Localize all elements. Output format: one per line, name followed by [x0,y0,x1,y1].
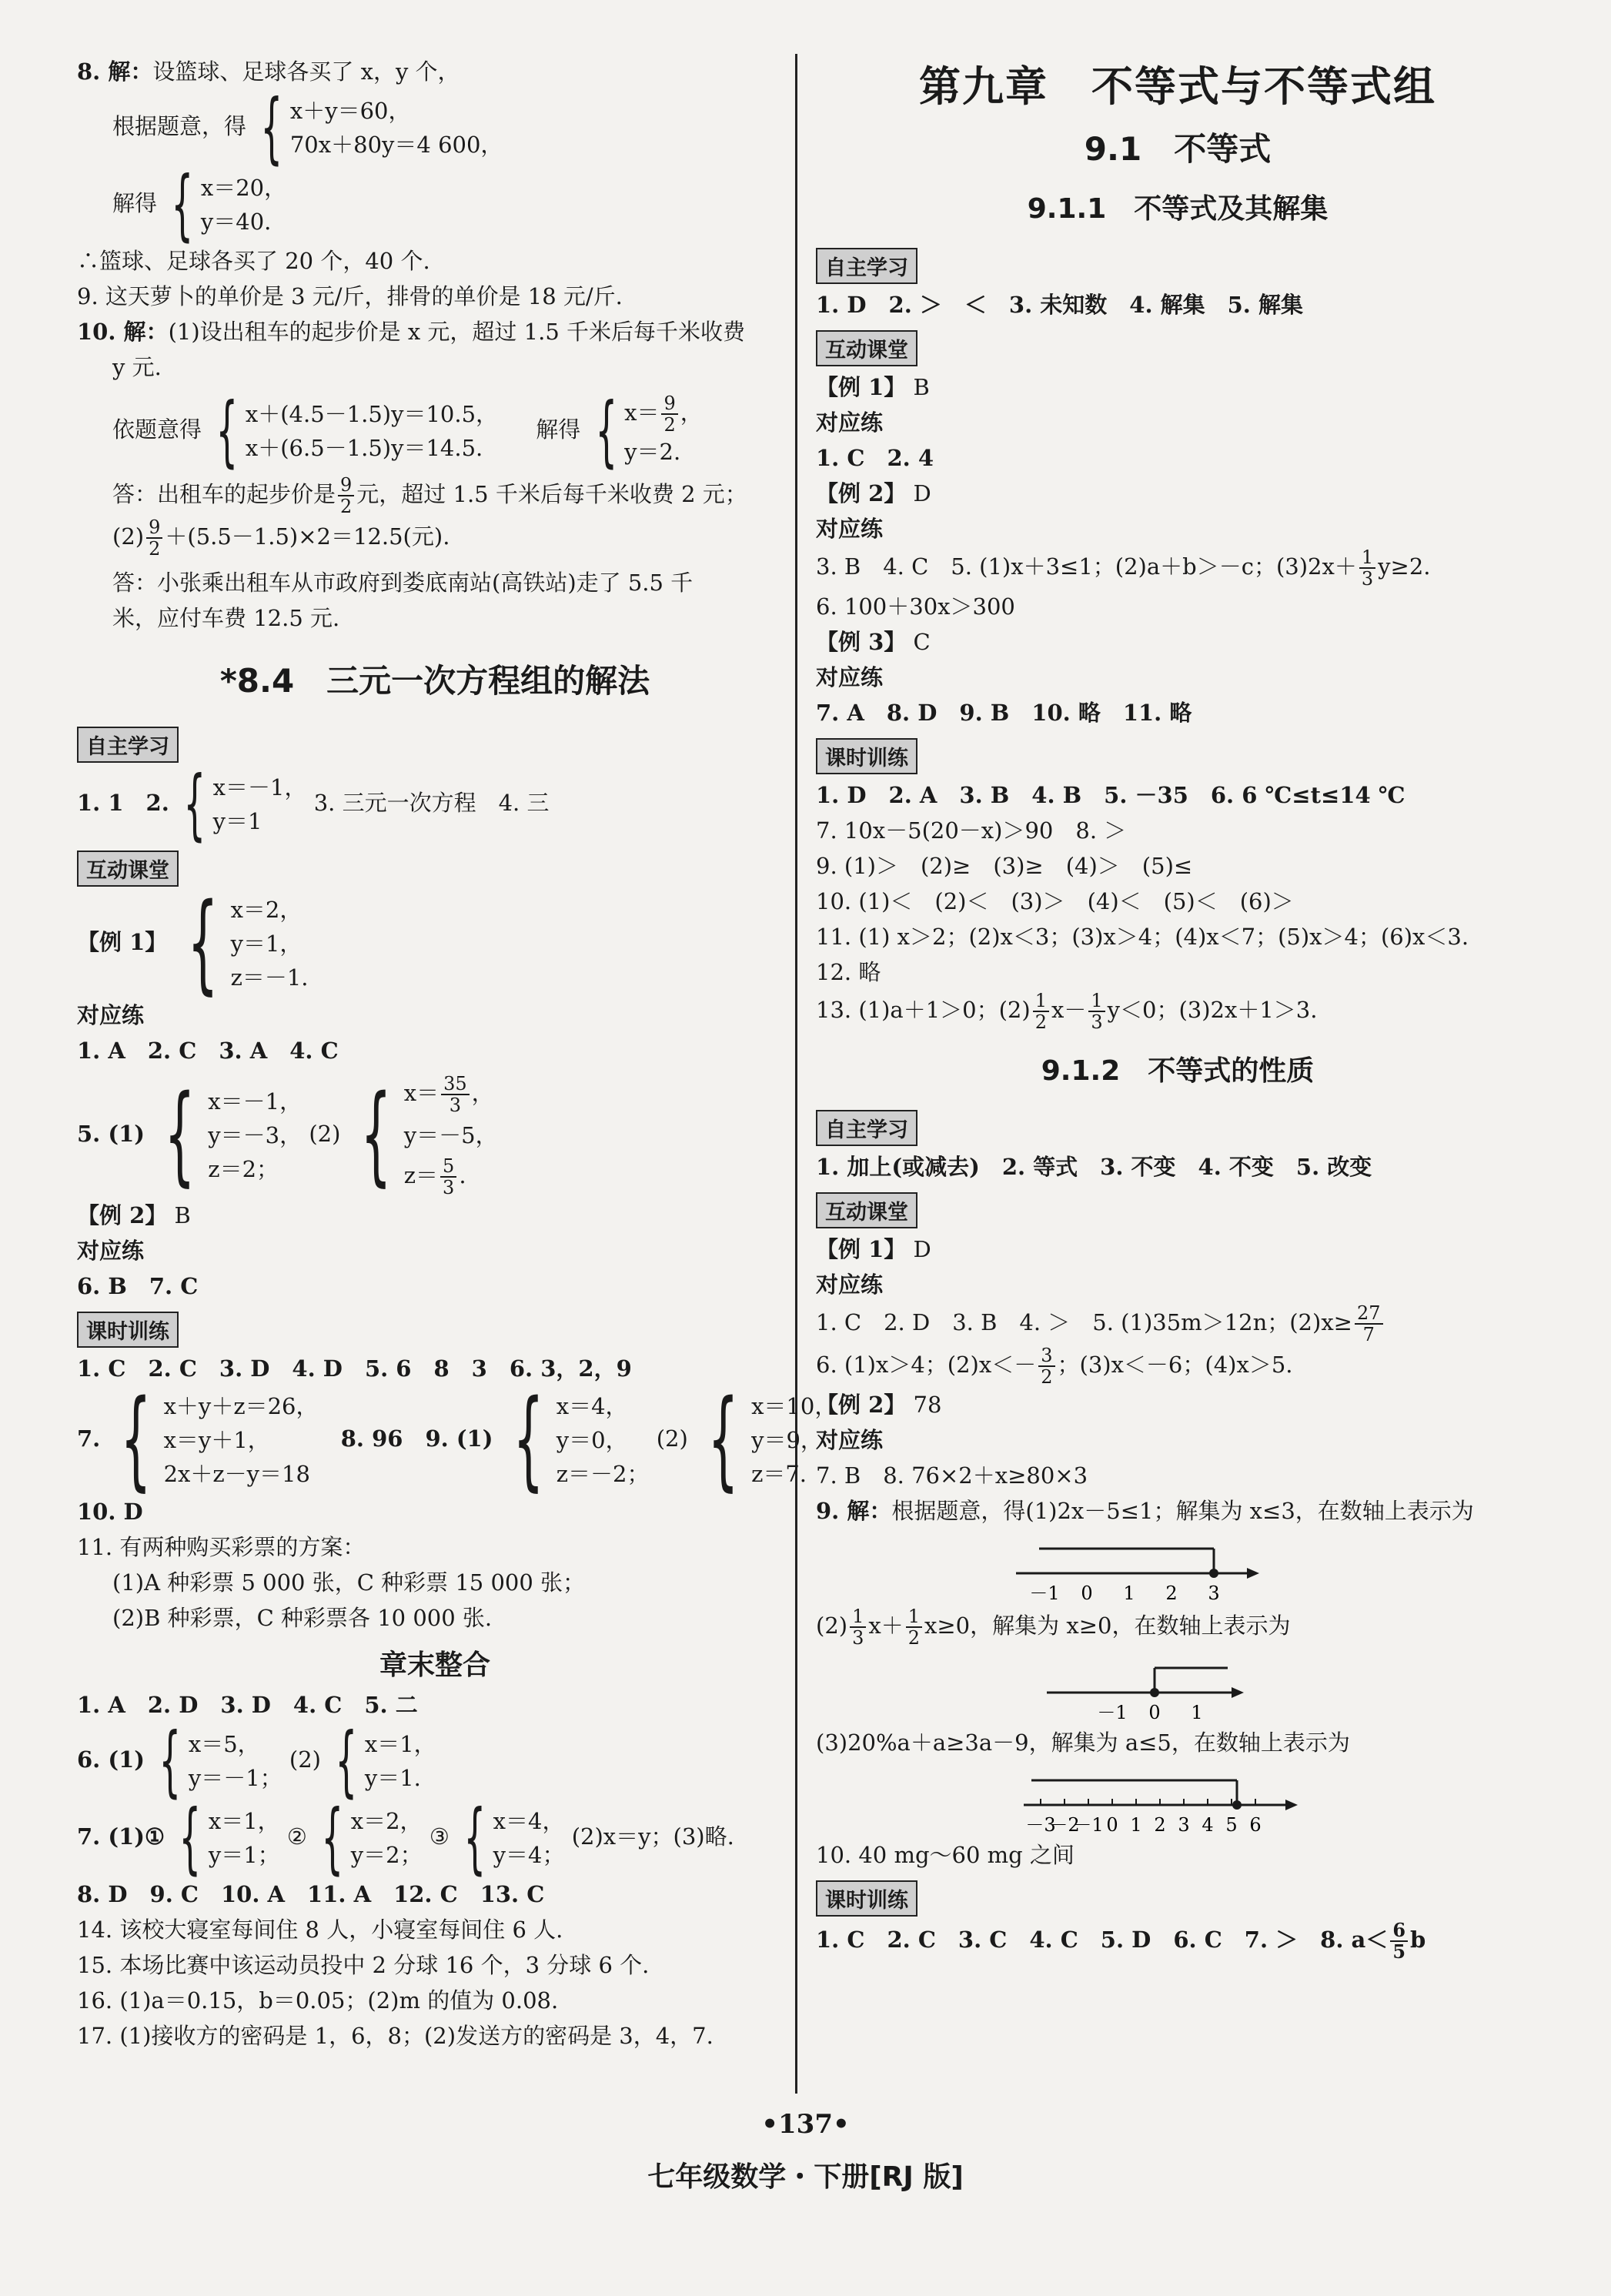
zm7-s1-y: y＝1； [208,1842,280,1868]
q8-given: 根据题意，得 [112,113,247,139]
zm6-s1-y: y＝－1； [188,1765,282,1791]
practice7-answers: 7. B 8. 76×2＋x≥80×3 [816,1462,1088,1489]
q8-label: 8. 解： [77,58,153,85]
ex2-answer: B [174,1202,191,1228]
zz-b: 3. 三元一次方程 4. 三 [313,790,550,816]
practice2-answers [816,546,1539,589]
brace-icon: { [164,1072,196,1198]
zm7-system3 [456,1793,565,1883]
closed-dot [1150,1688,1159,1697]
zm7-s3-x: x＝4， [493,1808,565,1834]
brace-icon: { [183,759,206,849]
training-line-7 [816,990,1539,1032]
q5-b: (2) [309,1121,341,1147]
training-line-2: 7. 10x－5(20－x)＞90 8. ＞ [816,817,1127,844]
q8-eq-2: 70x＋80y＝4 600， [289,132,503,158]
zm7-line [77,1793,793,1883]
q7-a: 7. [77,1425,101,1452]
q5-a: 5. (1) [77,1121,145,1147]
ex3-label: 【例 3】 [816,629,907,655]
tag-interactive: 互动课堂 [77,851,179,887]
q5-s1-x: x＝－1， [208,1088,302,1115]
zz-system [176,759,307,849]
zm6-s1-x: x＝5， [188,1731,260,1757]
arrow-icon [1247,1568,1259,1579]
q10-line [77,314,793,349]
denominator: 7 [1362,1324,1375,1345]
q10-sol-x: x＝ [624,399,660,426]
q10-sol-y: y＝2. [624,439,681,465]
practice-label: 对应练 [816,664,884,690]
q10-answer2a: 答：小张乘出租车从市政府到娄底南站(高铁站)走了 5.5 千 [112,570,694,596]
numerator: 3 [1038,1345,1055,1367]
q9-part3: (3)20%a＋a≥3a－9，解集为 a≤5，在数轴上表示为 [816,1730,1350,1756]
numerator: 1 [1359,547,1375,569]
zz-answers: 1. D 2. ＞ ＜ 3. 未知数 4. 解集 5. 解集 [816,292,1304,318]
number-line-2 [1047,1653,1247,1722]
ex2b-answer: 78 [913,1392,942,1418]
q10-answer1 [77,474,793,516]
zz-sys-x: x＝－1， [212,774,307,800]
denominator: 2 [149,538,161,560]
fraction [1038,1345,1055,1387]
zm6-system1 [152,1716,282,1806]
tag-self-study: 自主学习 [816,248,917,284]
q10-eq-2: x＋(6.5－1.5)y＝14.5. [245,435,483,461]
brace-icon: { [360,1072,392,1198]
denominator: 2 [907,1627,921,1649]
zm6-system2 [328,1716,436,1806]
tick-label: 6 [1249,1814,1262,1834]
zm7-s1-x: x＝1， [208,1808,280,1834]
closed-dot [1209,1569,1218,1578]
denominator: 3 [1361,568,1374,590]
ex2-line [77,1198,793,1233]
tick-labels [1029,1582,1219,1603]
training2-answers [816,1920,1539,1962]
denominator: 3 [852,1627,864,1649]
q8-text: 设篮球、足球各买了 x，y 个， [152,58,460,85]
tick-label: 3 [1208,1582,1220,1603]
fraction [338,475,354,516]
tick-label: －1 [1073,1814,1104,1834]
q9-2c: x≥0，解集为 x≥0，在数轴上表示为 [924,1613,1291,1639]
tick-label: 1 [1130,1814,1142,1834]
q8-equation-system [253,82,503,172]
practice-label: 对应练 [816,409,884,436]
q9-line [816,1493,1539,1529]
dy6-a: 6. (1)x＞4；(2)x＜－ [816,1352,1037,1378]
fraction [850,1606,866,1648]
denominator: 2 [340,496,353,517]
practice-label: 对应练 [77,1238,145,1264]
section-title-9-1-2: 9.1.2 不等式的性质 [1041,1055,1315,1087]
tag-self-study: 自主学习 [77,727,179,763]
summary16: 16. (1)a＝0.15，b＝0.05；(2)m 的值为 0.08. [77,1987,559,2014]
practice1-answers: 1. A 2. C 3. A 4. C [77,1038,339,1064]
zm6-line [77,1716,793,1806]
r-ex1 [816,369,1539,405]
tick-label: 1 [1191,1702,1203,1722]
q8-solution [77,159,793,249]
numerator: 27 [1355,1303,1383,1325]
section-title-9-1-1: 9.1.1 不等式及其解集 [1027,193,1329,225]
q9-s1-z: z＝－2； [556,1461,650,1487]
q5-line [77,1073,793,1198]
practice6-answers [816,1345,1539,1387]
q8-sol-y: y＝40. [200,209,272,235]
ex1-x: x＝2， [230,897,302,923]
q10-equation-system [209,386,499,476]
brace-icon: { [321,1793,344,1883]
practice3-answer: 6. 100＋30x＞300 [816,593,1015,620]
ex3-answer: C [913,629,931,655]
zm7-c: ③ [429,1823,450,1850]
fraction [1088,991,1105,1032]
tag-interactive: 互动课堂 [816,330,917,366]
ex1-z: z＝－1. [230,964,309,991]
dy2-a: 3. B 4. C 5. (1)x＋3≤1；(2)a＋b＞－c；(3)2x＋ [816,553,1357,580]
practice-label: 对应练 [816,1272,884,1298]
numerator: 35 [441,1074,470,1095]
tag-lesson-training: 课时训练 [816,738,917,774]
summary17: 17. (1)接收方的密码是 1，6，8；(2)发送方的密码是 3，4，7. [77,2023,714,2049]
zz-a: 1. 1 2. [77,790,169,816]
ks7-c: y＜0；(3)2x＋1＞3. [1107,997,1318,1023]
training-line-5: 11. (1) x＞2；(2)x＜3；(3)x＞4；(4)x＜7；(5)x＞4；(6)x＜3. [816,924,1469,950]
q9-s1-y: y＝0， [556,1427,628,1453]
brace-icon: { [171,159,194,249]
q8-solution-system [164,159,287,249]
brace-icon: { [513,1377,544,1502]
training-line-4: 10. (1)＜ (2)＜ (3)＞ (4)＜ (5)＜ (6)＞ [816,888,1294,914]
zm7-system2 [314,1793,423,1883]
closed-dot [1232,1800,1242,1810]
q9-2b: x＋ [868,1613,904,1639]
zm7-s2-y: y＝2； [350,1842,423,1868]
q10-label: 10. 解： [77,319,169,345]
q10-answer2b: 米，应付车费 12.5 元. [112,605,340,631]
tag-lesson-training: 课时训练 [77,1312,179,1348]
r-ex2b [816,1387,1539,1422]
q5-s2-y: y＝－5， [403,1122,498,1148]
numerator: 1 [906,1606,922,1628]
fraction [1359,547,1375,589]
zm7-d: (2)x＝y；(3)略. [571,1823,734,1850]
zz2-answers: 1. 加上(或减去) 2. 等式 3. 不变 4. 不变 5. 改变 [816,1154,1372,1180]
q10-d: 10. D [77,1499,143,1525]
zm7-system1 [172,1793,280,1883]
r-ex2 [816,476,1539,511]
dy2-b: y≥2. [1378,553,1431,580]
q11-head: 11. 有两种购买彩票的方案： [77,1534,366,1560]
numerator: 1 [850,1606,866,1628]
q10-part2-b: ＋(5.5－1.5)×2＝12.5(元). [165,523,450,550]
zm7-s2-x: x＝2， [350,1808,423,1834]
tick-label: －1 [1029,1582,1060,1603]
ex1-y: y＝1， [230,931,302,957]
number-line-3 [1024,1765,1301,1834]
fraction [146,517,162,559]
column-divider [795,54,797,2094]
denominator: 2 [1041,1366,1053,1388]
q10-part2-a: (2) [112,523,145,550]
q10-text2: y 元. [112,354,162,380]
tag-self-study: 自主学习 [816,1110,917,1146]
numerator: 9 [146,517,162,539]
ex1b-label: 【例 1】 [816,1236,907,1262]
q9-s1-x: x＝4， [556,1393,628,1419]
q8-solve-label: 解得 [112,190,158,216]
ex2b-label: 【例 2】 [816,1392,907,1418]
q10-given: 依题意得 [112,416,202,443]
ex1b-answer: D [913,1236,931,1262]
ex1-label: 【例 1】 [816,374,907,400]
fraction [1355,1303,1383,1345]
fraction [1390,1920,1408,1962]
tag-lesson-training: 课时训练 [816,1880,917,1917]
q10-ans1-b: 元，超过 1.5 千米后每千米收费 2 元； [356,481,747,507]
zm6-a: 6. (1) [77,1746,145,1773]
practice2-answers: 6. B 7. C [77,1273,199,1299]
practice-label: 对应练 [816,1427,884,1453]
q9-part1: 根据题意，得(1)2x－5≤1；解集为 x≤3，在数轴上表示为 [891,1498,1474,1524]
zm6-b: (2) [289,1746,321,1773]
ks8-a: 1. C 2. C 3. C 4. C 5. D 6. C 7. ＞ 8. a＜ [816,1927,1389,1953]
practice5-answers [816,1302,1539,1345]
ex1-line [77,881,793,1006]
left-column [77,54,837,2054]
q9-s2-x: x＝10， [751,1393,837,1419]
q7-system [108,1377,319,1502]
book-title: 七年级数学・下册[RJ 版] [647,2161,964,2193]
brace-icon: { [707,1377,739,1502]
numerator: 9 [661,393,677,415]
r-ex1b [816,1232,1539,1267]
q10-ans1-a: 答：出租车的起步价是 [112,481,336,507]
training1-answers: 1. C 2. C 3. D 4. D 5. 6 8 3 6. 3，2，9 [77,1355,632,1382]
q9-answer: 9. 这天萝卜的单价是 3 元/斤，排骨的单价是 18 元/斤. [77,283,623,309]
tick-label: 3 [1178,1814,1190,1834]
q11-plan2: (2)B 种彩票，C 种彩票各 10 000 张. [112,1605,493,1631]
page-number: •137• [761,2109,850,2140]
q5-s1-z: z＝2； [208,1156,279,1182]
zm7-b: ② [286,1823,307,1850]
practice1-answers: 1. C 2. 4 [816,445,934,471]
tick-label: 0 [1081,1582,1093,1603]
q7-eq2: x＝y＋1， [163,1427,270,1453]
q5-s2-z: z＝ [403,1162,439,1188]
tick-label: 4 [1202,1814,1214,1834]
brace-icon: { [463,1793,486,1883]
summary1-answers: 1. A 2. D 3. D 4. C 5. 二 [77,1692,418,1718]
brace-icon: { [335,1716,358,1806]
q7-line [77,1377,837,1502]
q9-s2-y: y＝9， [751,1427,823,1453]
practice4-answers: 7. A 8. D 9. B 10. 略 11. 略 [816,700,1192,726]
chapter-summary-title: 章末整合 [379,1649,490,1681]
ks7-a: 13. (1)a＋1＞0；(2) [816,997,1031,1023]
brace-icon: { [216,386,239,476]
fraction [441,1074,470,1115]
ex2-answer: D [913,480,931,506]
q8-answer: ∴篮球、足球各买了 20 个，40 个. [77,248,430,274]
section-title-8-4: *8.4 三元一次方程组的解法 [219,662,650,700]
q9-part2-line [816,1606,1539,1648]
q10-eq-1: x＋(4.5－1.5)y＝10.5， [245,401,499,427]
brace-icon: { [159,1716,182,1806]
tick-label: －1 [1097,1702,1128,1722]
q10-text1: (1)设出租车的起步价是 x 元，超过 1.5 千米后每千米收费 [168,319,745,345]
ex1-answer: B [913,374,930,400]
training-line-3: 9. (1)＞ (2)≥ (3)≥ (4)＞ (5)≤ [816,853,1193,879]
q10-part2 [77,516,793,559]
q8-line [77,54,793,89]
fraction [661,393,677,435]
tick-labels [1025,1814,1261,1834]
q8-eq-1: x＋y＝60， [289,98,411,124]
zm7-s3-y: y＝4； [493,1842,565,1868]
numerator: 9 [338,475,354,496]
denominator: 2 [663,414,676,436]
denominator: 3 [443,1177,455,1198]
ex1-system [175,881,309,1006]
training-line-6: 12. 略 [816,959,881,985]
practice-label: 对应练 [816,516,884,542]
numerator: 1 [1088,991,1105,1012]
dy5-a: 1. C 2. D 3. B 4. ＞ 5. (1)35m＞12n；(2)x≥ [816,1309,1352,1335]
tick-label: 1 [1123,1582,1135,1603]
q7-eq3: 2x＋z－y＝18 [163,1461,310,1487]
q5-system1 [152,1072,302,1198]
arrow-icon [1232,1687,1244,1698]
tick-label: －2 [1049,1814,1080,1834]
tick-labels [1097,1702,1202,1722]
numerator: 5 [440,1156,456,1178]
zm6-s2-y: y＝1. [364,1765,421,1791]
q5-system2: { x＝ $\frac{35}{3}$ ， y＝－5， z＝ $\frac{5}{3}$ . [360,1072,498,1198]
q10-answer: 10. 40 mg～60 mg 之间 [816,1842,1075,1868]
q8-system [77,82,793,172]
number-line-1 [1016,1533,1262,1603]
section-title-9-1: 9.1 不等式 [1084,130,1272,168]
q9-s2-z: z＝7. [751,1461,807,1487]
denominator: 2 [1034,1011,1047,1033]
q9-2a: (2) [816,1613,848,1639]
fraction [906,1606,922,1648]
tick-label: 0 [1148,1702,1161,1722]
denominator: 3 [449,1095,462,1116]
dy6-b: ；(3)x＜－6；(4)x＞5. [1057,1352,1293,1378]
numerator: 6 [1390,1920,1408,1942]
q7-eq1: x＋y＋z＝26， [163,1393,319,1419]
brace-icon: { [186,881,219,1006]
denominator: 3 [1091,1011,1103,1033]
ex2-label: 【例 2】 [816,480,907,506]
tick-label: －3 [1025,1814,1056,1834]
fraction [440,1156,456,1198]
q10-system [77,386,793,476]
chapter-title: 第九章 不等式与不等式组 [919,62,1436,111]
q7-b: 8. 96 9. (1) [340,1425,493,1452]
training-line-1: 1. D 2. A 3. B 4. B 5. －35 6. 6 ℃≤t≤14 ℃ [816,782,1405,808]
ex2-label: 【例 2】 [77,1202,168,1228]
zm6-s2-x: x＝1， [364,1731,436,1757]
tick-label: 0 [1106,1814,1118,1834]
q9-system1 [500,1377,650,1502]
q10-solution-system: { x＝ $\frac{9}{2}$ ， y＝2. [594,386,703,476]
q10-solve-label: 解得 [536,416,581,443]
r-ex3 [816,624,1539,660]
ex1-label: 【例 1】 [77,929,168,955]
q5-s1-y: y＝－3， [208,1122,302,1148]
tick-label: 2 [1154,1814,1166,1834]
summary15: 15. 本场比赛中该运动员投中 2 分球 16 个，3 分球 6 个. [77,1952,650,1978]
summary14: 14. 该校大寝室每间住 8 人，小寝室每间住 6 人. [77,1917,563,1943]
arrow-icon [1285,1800,1298,1810]
tag-interactive: 互动课堂 [816,1192,917,1228]
tick-label: 5 [1225,1814,1238,1834]
numerator: 1 [1033,991,1049,1012]
brace-icon: { [260,82,283,172]
denominator: 5 [1392,1940,1406,1963]
ks7-b: x－ [1051,997,1087,1023]
brace-icon: { [119,1377,152,1502]
zz-sys-y: y＝1 [212,808,262,834]
fraction [1033,991,1049,1032]
practice-label: 对应练 [77,1002,145,1028]
brace-icon: { [179,1793,202,1883]
q5-s2-x: x＝ [403,1080,440,1106]
q8-sol-x: x＝20， [200,175,287,201]
ks8-b: b [1410,1927,1426,1953]
brace-icon: { [594,386,617,476]
tick-label: 2 [1165,1582,1178,1603]
zm7-a: 7. (1)① [77,1823,165,1850]
summary8-answers: 8. D 9. C 10. A 11. A 12. C 13. C [77,1881,545,1907]
q11-plan1: (1)A 种彩票 5 000 张，C 种彩票 15 000 张； [112,1569,586,1596]
right-column [816,54,1539,1962]
q9-label: 9. 解： [816,1498,892,1524]
q9-b: (2) [656,1425,688,1452]
zz-line [77,759,793,849]
